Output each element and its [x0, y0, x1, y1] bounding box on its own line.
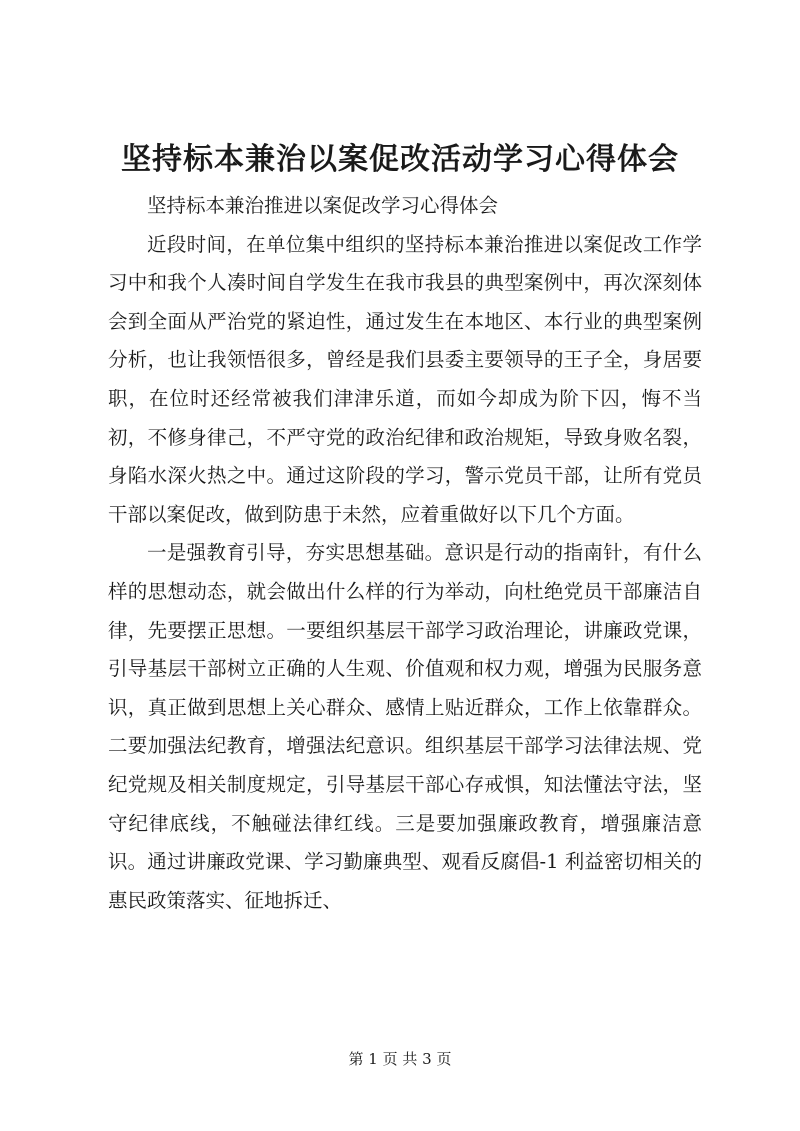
point-one-paragraph: 一是强教育引导，夯实思想基础。意识是行动的指南针，有什么样的思想动态，就会做出什么样的行为举动，向杜绝党员干部廉洁自律，先要摆正思想。一要组织基层干部学习政治理论，讲廉政党课，引导基层干部树立正确的人生观、价值观和权力观，增强为民服务意识，真正做到思想上关心群众、感情上贴近群众，工作上依靠群众。二要加强法纪教育，增强法纪意识。组织基层干部学习法律法规、党纪党规及相关制度规定，引导基层干部心存戒惧，知法懂法守法，坚守纪律底线，不触碰法律红线。三是要加强廉政教育，增强廉洁意识。通过讲廉政党课、学习勤廉典型、观看反腐倡-1 利益密切相关的惠民政策落实、征地拆迁、 — [108, 541, 702, 912]
document-body — [108, 187, 702, 920]
subtitle-paragraph: 坚持标本兼治推进以案促改学习心得体会 — [147, 194, 499, 217]
intro-paragraph: 近段时间，在单位集中组织的坚持标本兼治推进以案促改工作学习中和我个人凑时间自学发生在我市我县的典型案例中，再次深刻体会到全面从严治党的紧迫性，通过发生在本地区、本行业的典型案例分析，也让我领悟很多，曾经是我们县委主要领导的王子全，身居要职，在位时还经常被我们津津乐道，而如今却成为阶下囚，悔不当初，不修身律己，不严守党的政治纪律和政治规矩，导致身败名裂，身陷水深火热之中。通过这阶段的学习，警示党员干部，让所有党员干部以案促改，做到防患于未然，应着重做好以下几个方面。 — [108, 232, 702, 526]
page-footer: 第 1 页 共 3 页 — [348, 1050, 452, 1068]
document-title: 坚持标本兼治以案促改活动学习心得体会 — [121, 142, 679, 177]
